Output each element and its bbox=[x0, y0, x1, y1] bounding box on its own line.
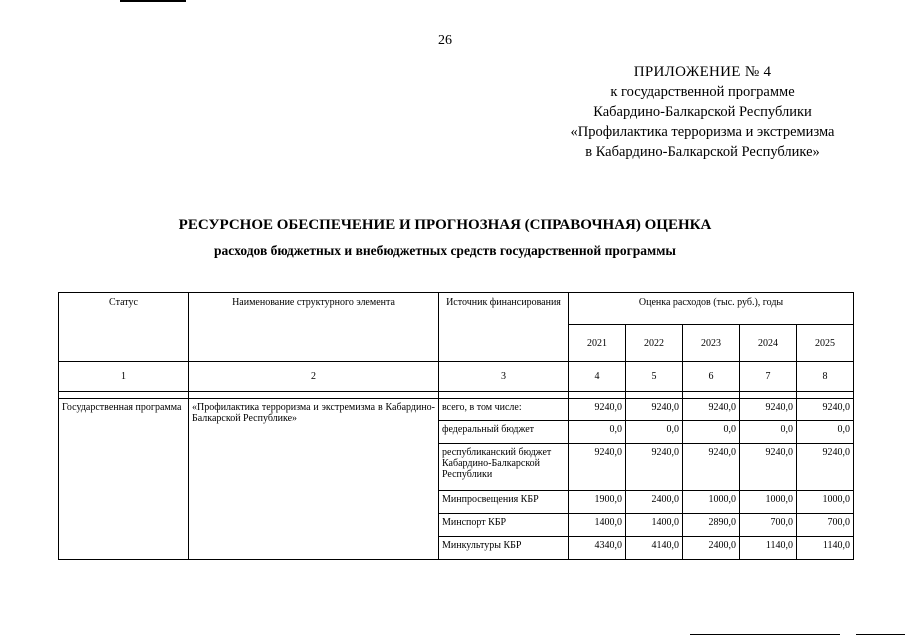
document-heading bbox=[0, 214, 890, 262]
appendix-line: к государственной программе bbox=[610, 84, 795, 100]
value-cell: 2890,0 bbox=[683, 514, 740, 537]
value-cell: 9240,0 bbox=[626, 399, 683, 421]
value-cell: 1000,0 bbox=[797, 491, 854, 514]
value-cell: 9240,0 bbox=[740, 444, 797, 491]
source-cell: федеральный бюджет bbox=[439, 421, 569, 444]
header-source: Источник финансирования bbox=[439, 293, 569, 362]
spacer-cell bbox=[626, 392, 683, 399]
value-cell: 1140,0 bbox=[740, 537, 797, 560]
value-cell: 1000,0 bbox=[683, 491, 740, 514]
value-cell: 9240,0 bbox=[797, 444, 854, 491]
value-cell: 2400,0 bbox=[683, 537, 740, 560]
value-cell: 9240,0 bbox=[740, 399, 797, 421]
value-cell: 0,0 bbox=[626, 421, 683, 444]
column-number: 5 bbox=[626, 362, 683, 392]
source-cell: Минкультуры КБР bbox=[439, 537, 569, 560]
appendix-line: в Кабардино-Балкарской Республике» bbox=[585, 144, 820, 160]
column-number: 8 bbox=[797, 362, 854, 392]
scan-mark-top bbox=[120, 0, 186, 2]
appendix-block bbox=[560, 62, 845, 162]
header-year: 2023 bbox=[683, 325, 740, 362]
value-cell: 9240,0 bbox=[683, 444, 740, 491]
header-estimate: Оценка расходов (тыс. руб.), годы bbox=[569, 293, 854, 325]
value-cell: 9240,0 bbox=[683, 399, 740, 421]
column-number: 3 bbox=[439, 362, 569, 392]
header-year: 2022 bbox=[626, 325, 683, 362]
header-status: Статус bbox=[59, 293, 189, 362]
spacer-cell bbox=[59, 392, 189, 399]
column-number: 4 bbox=[569, 362, 626, 392]
value-cell: 1400,0 bbox=[626, 514, 683, 537]
value-cell: 2400,0 bbox=[626, 491, 683, 514]
heading-line-2: расходов бюджетных и внебюджетных средств государственной программы bbox=[214, 243, 676, 258]
heading-line-1: РЕСУРСНОЕ ОБЕСПЕЧЕНИЕ И ПРОГНОЗНАЯ (СПРАВОЧНАЯ) ОЦЕНКА bbox=[178, 217, 712, 233]
resource-table bbox=[58, 292, 854, 560]
spacer-cell bbox=[189, 392, 439, 399]
source-cell: Минспорт КБР bbox=[439, 514, 569, 537]
value-cell: 4140,0 bbox=[626, 537, 683, 560]
spacer-cell bbox=[569, 392, 626, 399]
value-cell: 9240,0 bbox=[569, 399, 626, 421]
column-number: 2 bbox=[189, 362, 439, 392]
value-cell: 0,0 bbox=[797, 421, 854, 444]
value-cell: 1900,0 bbox=[569, 491, 626, 514]
column-number: 7 bbox=[740, 362, 797, 392]
scan-mark-bottom-left bbox=[690, 634, 840, 635]
source-cell: Минпросвещения КБР bbox=[439, 491, 569, 514]
appendix-title: ПРИЛОЖЕНИЕ № 4 bbox=[633, 64, 772, 80]
value-cell: 700,0 bbox=[797, 514, 854, 537]
spacer-cell bbox=[439, 392, 569, 399]
status-cell: Государственная программа bbox=[59, 399, 189, 560]
value-cell: 0,0 bbox=[683, 421, 740, 444]
value-cell: 9240,0 bbox=[569, 444, 626, 491]
value-cell: 9240,0 bbox=[797, 399, 854, 421]
header-year: 2021 bbox=[569, 325, 626, 362]
value-cell: 0,0 bbox=[569, 421, 626, 444]
appendix-line: Кабардино-Балкарской Республики bbox=[593, 104, 812, 120]
spacer-cell bbox=[797, 392, 854, 399]
value-cell: 0,0 bbox=[740, 421, 797, 444]
value-cell: 9240,0 bbox=[626, 444, 683, 491]
source-cell: республиканский бюджет Кабардино-Балкарской Республики bbox=[439, 444, 569, 491]
value-cell: 1400,0 bbox=[569, 514, 626, 537]
spacer-cell bbox=[740, 392, 797, 399]
column-number: 6 bbox=[683, 362, 740, 392]
header-year: 2025 bbox=[797, 325, 854, 362]
header-name: Наименование структурного элемента bbox=[189, 293, 439, 362]
column-number: 1 bbox=[59, 362, 189, 392]
header-year: 2024 bbox=[740, 325, 797, 362]
source-cell: всего, в том числе: bbox=[439, 399, 569, 421]
value-cell: 1000,0 bbox=[740, 491, 797, 514]
page-number: 26 bbox=[438, 33, 452, 48]
spacer-cell bbox=[683, 392, 740, 399]
value-cell: 700,0 bbox=[740, 514, 797, 537]
value-cell: 1140,0 bbox=[797, 537, 854, 560]
appendix-line: «Профилактика терроризма и экстремизма bbox=[570, 124, 835, 140]
value-cell: 4340,0 bbox=[569, 537, 626, 560]
scan-mark-bottom-right bbox=[856, 634, 905, 635]
element-cell: «Профилактика терроризма и экстремизма в Кабардино-Балкарской Республике» bbox=[189, 399, 439, 560]
